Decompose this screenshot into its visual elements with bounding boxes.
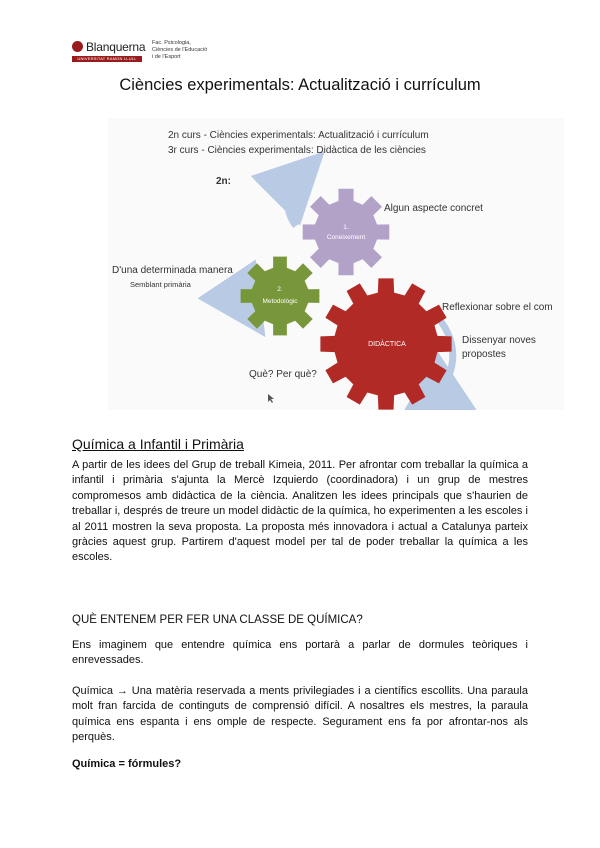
gear-1-number: 1. — [343, 224, 349, 231]
gear-coneixement-icon — [303, 189, 390, 276]
gear-3-label: DIDÀCTICA — [368, 341, 406, 348]
g-green-shape — [241, 257, 320, 336]
page-header — [72, 38, 272, 68]
paragraph-materia: Química → Una matèria reservada a ments privilegiades i a científics escollits. Una paraula molt fran farcida de continguts de comprensió difícil. A nosaltres els mestres, la paraula química ens espanta i ens omple de respecte. Segurament ens fa por afrontar-nos als perquès. — [72, 685, 528, 744]
course-line-2: 3r curs - Ciències experimentals: Didàctica de les ciències — [168, 145, 426, 156]
logo-mark-icon — [72, 41, 83, 52]
label-determinada-manera: D'una determinada manera — [112, 265, 233, 276]
label-semblant-primaria: Semblant primària — [130, 280, 191, 289]
label-dissenyar-2: propostes — [462, 349, 506, 360]
section-heading-classe-quimica: QUÈ ENTENEM PER FER UNA CLASSE DE QUÍMICA? — [72, 614, 363, 626]
gears-diagram — [108, 118, 564, 410]
faculty-line-3: i de l'Esport — [152, 54, 181, 60]
faculty-line-2: Ciències de l'Educació — [152, 47, 208, 53]
page-title: Ciències experimentals: Actualització i currículum — [119, 76, 481, 94]
paragraph-formules: Ens imaginem que entendre química ens portarà a parlar de dormules teòriques i enrevessades. — [72, 639, 528, 667]
faculty-name — [152, 40, 207, 61]
section-title: Química a Infantil i Primària — [72, 436, 244, 452]
gear-metodologic-icon — [241, 257, 320, 336]
gears-diagram-graphic — [108, 118, 564, 410]
course-line-1: 2n curs - Ciències experimentals: Actualització i currículum — [168, 130, 429, 141]
cursor-icon — [268, 394, 274, 403]
label-dissenyar-1: Dissenyar noves — [462, 335, 536, 346]
logo-text: Blanquerna — [86, 40, 146, 54]
label-2n: 2n: — [216, 176, 231, 187]
g-purple-shape — [303, 189, 390, 276]
logo-bar: UNIVERSITAT RAMON LLULL — [72, 56, 142, 62]
label-reflexionar: Reflexionar sobre el com — [442, 302, 553, 313]
label-que-per-que: Què? Per què? — [249, 369, 317, 380]
label-algun-aspecte: Algun aspecte concret — [384, 203, 483, 214]
bold-question: Química = fórmules? — [72, 758, 182, 770]
arrow-top-icon — [288, 176, 300, 226]
gear-2-number: 2. — [277, 286, 283, 293]
gear-1-label: Coneixement — [326, 234, 366, 241]
faculty-line-1: Fac. Psicologia, — [152, 40, 191, 46]
paragraph-kimeia: A partir de les idees del Grup de treball Kimeia, 2011. Per afrontar com treballar la química a infantil i primària s'ajunta la Mercè Izquierdo (coordinadora) i un grup de mestres compromesos amb didàctica de la ciència. Analitzen les idees principals que s'haurien de treballar i, després de treure un model didàctic de la química, ho experimenten a les escoles i al 2011 mostren la seva proposta. La proposta més innovadora i actual a Catalunya parteix gràcies aquest grup. Partirem d'aquest model per tal de poder treballar la química a les escoles. — [72, 459, 528, 564]
gear-2-label: Metodològic — [262, 298, 298, 305]
